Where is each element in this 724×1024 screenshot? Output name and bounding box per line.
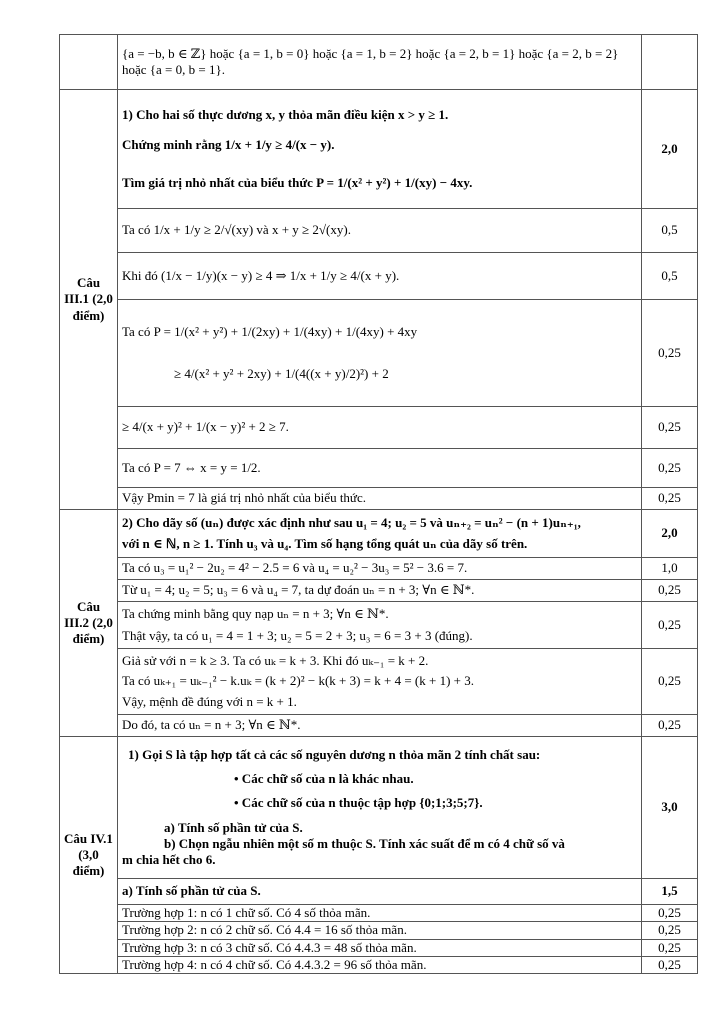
table-row [60, 209, 698, 253]
score-cell: 0,25 [642, 649, 698, 715]
answer-line: Trường hợp 4: n có 4 chữ số. Có 4.4.3.2 = 96 số thỏa mãn. [122, 956, 427, 972]
table-row [60, 253, 698, 300]
answer-line: Vậy Pmin = 7 là giá trị nhỏ nhất của biểu thức. [122, 490, 366, 506]
answer-line: 1) Cho hai số thực dương x, y thỏa mãn điều kiện x > y ≥ 1. [122, 106, 449, 122]
answer-cell [118, 715, 642, 737]
table-row [60, 35, 698, 90]
answer-cell [118, 922, 642, 939]
answer-cell [118, 300, 642, 407]
score-cell: 0,25 [642, 602, 698, 649]
table-row [60, 956, 698, 973]
answer-line: {a = −b, b ∈ ℤ} hoặc {a = 1, b = 0} hoặc {a = 1, b = 2} hoặc {a = 2, b = 1} hoặc {a = 2, b = 2} hoặc {a = 0, b = 1}. [122, 45, 619, 77]
answer-line: Khi đó (1/x − 1/y)(x − y) ≥ 4 ⇒ 1/x + 1/y ≥ 4/(x + y). [122, 267, 400, 283]
score-cell: 0,5 [642, 209, 698, 253]
answer-cell [118, 253, 642, 300]
answer-line: Thật vậy, ta có u₁ = 4 = 1 + 3; u₂ = 5 = 2 + 3; u₃ = 6 = 3 + 3 (đúng). [122, 628, 473, 643]
answer-line: ≥ 4/(x + y)² + 1/(x − y)² + 2 ≥ 7. [122, 419, 289, 435]
answer-line: Trường hợp 3: n có 3 chữ số. Có 4.4.3 = 48 số thỏa mãn. [122, 939, 417, 955]
answer-cell [118, 209, 642, 253]
table-row [60, 922, 698, 939]
answer-cell [118, 649, 642, 715]
table-row [60, 449, 698, 488]
answer-line: 1) Gọi S là tập hợp tất cả các số nguyên dương n thỏa mãn 2 tính chất sau: [128, 746, 541, 762]
answer-cell [118, 905, 642, 922]
answer-line: Ta có P = 1/(x² + y²) + 1/(2xy) + 1/(4xy) + 1/(4xy) + 4xy [122, 323, 418, 339]
question-label: Câu IV.1 (3,0 điểm) [60, 737, 118, 974]
answer-line: Vậy, mệnh đề đúng với n = k + 1. [122, 693, 297, 709]
answer-line: Chứng minh rằng 1/x + 1/y ≥ 4/(x − y). [122, 136, 335, 152]
bullet-item: • Các chữ số của n thuộc tập hợp {0;1;3;5;7}. [234, 795, 483, 811]
answer-line: Ta chứng minh bằng quy nạp uₙ = n + 3; ∀n ∈ ℕ*. [122, 605, 389, 621]
answer-line: với n ∈ ℕ, n ≥ 1. Tính u₃ và u₄. Tìm số hạng tổng quát uₙ của dãy số trên. [122, 535, 528, 551]
answer-line: Trường hợp 1: n có 1 chữ số. Có 4 số thỏa mãn. [122, 905, 371, 920]
answer-cell [118, 35, 642, 90]
score-cell: 0,25 [642, 715, 698, 737]
table-row [60, 879, 698, 905]
score-cell: 0,25 [642, 488, 698, 510]
table-row [60, 558, 698, 580]
answer-cell [118, 488, 642, 510]
table-row [60, 510, 698, 558]
answer-line: Ta có u₃ = u₁² − 2u₂ = 4² − 2.5 = 6 và u₄ = u₂² − 3u₃ = 5² − 3.6 = 7. [122, 560, 468, 576]
answer-line: ≥ 4/(x² + y² + 2xy) + 1/(4((x + y)/2)²) + 2 [174, 366, 389, 381]
score-cell: 3,0 [642, 737, 698, 879]
answer-cell [118, 956, 642, 973]
answer-cell [118, 407, 642, 449]
answer-cell [118, 879, 642, 905]
bullet-item: • Các chữ số của n là khác nhau. [234, 771, 414, 786]
answer-cell [118, 737, 642, 879]
table-row [60, 300, 698, 407]
score-cell: 0,25 [642, 956, 698, 973]
table-row [60, 407, 698, 449]
score-cell: 0,25 [642, 905, 698, 922]
question-label: Câu III.2 (2,0 điểm) [60, 510, 118, 737]
answer-line: m chia hết cho 6. [122, 852, 216, 867]
answer-cell [118, 580, 642, 602]
scoring-table [59, 34, 698, 974]
score-cell: 0,25 [642, 580, 698, 602]
answer-line: Tìm giá trị nhỏ nhất của biểu thức P = 1/(x² + y²) + 1/(xy) − 4xy. [122, 175, 473, 191]
answer-line: Do đó, ta có uₙ = n + 3; ∀n ∈ ℕ*. [122, 717, 301, 733]
answer-line: Ta có P = 7 ⇔ x = y = 1/2. [122, 459, 261, 475]
answer-cell [118, 602, 642, 649]
score-cell: 0,5 [642, 253, 698, 300]
answer-line: Ta có 1/x + 1/y ≥ 2/√(xy) và x + y ≥ 2√(xy). [122, 222, 351, 238]
score-cell: 0,25 [642, 300, 698, 407]
answer-line: b) Chọn ngẫu nhiên một số m thuộc S. Tính xác suất để m có 4 chữ số và [164, 835, 565, 851]
question-label: Câu III.1 (2,0 điểm) [60, 90, 118, 510]
answer-cell [118, 558, 642, 580]
answer-line: Giả sử với n = k ≥ 3. Ta có uₖ = k + 3. Khi đó uₖ₋₁ = k + 2. [122, 653, 429, 669]
score-cell: 2,0 [642, 90, 698, 209]
score-cell: 2,0 [642, 510, 698, 558]
answer-line: Trường hợp 2: n có 2 chữ số. Có 4.4 = 16 số thỏa mãn. [122, 922, 407, 938]
answer-cell [118, 510, 642, 558]
answer-line: Từ u₁ = 4; u₂ = 5; u₃ = 6 và u₄ = 7, ta dự đoán uₙ = n + 3; ∀n ∈ ℕ*. [122, 582, 475, 598]
table-row [60, 715, 698, 737]
score-cell: 0,25 [642, 939, 698, 956]
score-cell: 0,25 [642, 922, 698, 939]
table-row [60, 580, 698, 602]
table-row [60, 90, 698, 209]
answer-line: a) Tính số phần tử của S. [122, 883, 261, 899]
score-cell [642, 35, 698, 90]
table-row [60, 905, 698, 922]
score-cell: 0,25 [642, 407, 698, 449]
question-label [60, 35, 118, 90]
score-cell: 1,5 [642, 879, 698, 905]
answer-line: Ta có uₖ₊₁ = uₖ₋₁² − k.uₖ = (k + 2)² − k(k + 3) = k + 4 = (k + 1) + 3. [122, 673, 475, 689]
answer-cell [118, 90, 642, 209]
answer-cell [118, 939, 642, 956]
table-row [60, 602, 698, 649]
table-row [60, 737, 698, 879]
answer-line: a) Tính số phần tử của S. [164, 819, 303, 835]
score-cell: 0,25 [642, 449, 698, 488]
score-cell: 1,0 [642, 558, 698, 580]
answer-page [59, 34, 697, 974]
answer-line: 2) Cho dãy số (uₙ) được xác định như sau u₁ = 4; u₂ = 5 và uₙ₊₂ = uₙ² − (n + 1)uₙ₊₁, [122, 515, 581, 531]
table-row [60, 649, 698, 715]
table-row [60, 939, 698, 956]
answer-cell [118, 449, 642, 488]
table-row [60, 488, 698, 510]
